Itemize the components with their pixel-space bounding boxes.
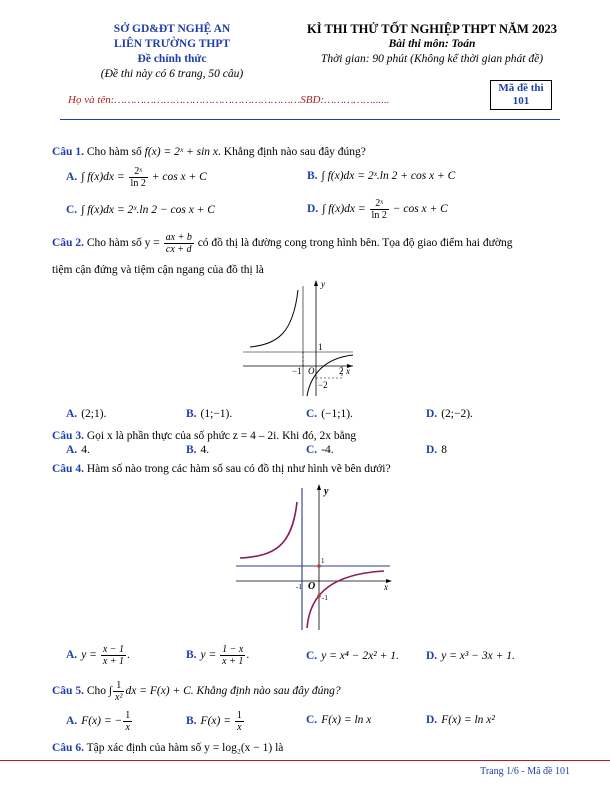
option-c[interactable] — [66, 204, 215, 216]
option-text: . — [246, 649, 250, 662]
option-b[interactable] — [186, 710, 245, 733]
option-text: F(x) = — [200, 715, 234, 728]
option-letter: D. — [426, 714, 438, 726]
option-text: + cos x + C — [148, 171, 207, 184]
official-label: Đề chính thức — [137, 53, 207, 65]
question-1 — [52, 144, 572, 160]
option-a[interactable] — [66, 408, 106, 420]
option-a[interactable] — [66, 166, 207, 189]
option-text: 4. — [81, 444, 90, 456]
question-3-options — [66, 444, 566, 460]
school-name: LIÊN TRƯỜNG THPT — [113, 38, 231, 50]
y-axis-arrow — [314, 280, 318, 286]
question-text: Hàm số nào trong các hàm số sau có đồ thị như hình vẽ bên dưới? — [86, 463, 391, 475]
option-text: ∫ f(x)dx = — [81, 171, 128, 184]
frac-den: ln 2 — [130, 178, 146, 189]
question-2 — [52, 232, 572, 255]
option-c[interactable] — [306, 444, 334, 456]
tick-label: −1 — [292, 366, 302, 376]
frac-den: x — [237, 722, 242, 733]
exam-code-value: 101 — [512, 95, 530, 107]
frac-num: x − 1 — [102, 644, 124, 655]
option-d[interactable] — [426, 444, 447, 456]
option-letter: C. — [306, 444, 318, 456]
question-1-options — [66, 166, 586, 226]
option-letter: A. — [66, 715, 78, 728]
frac-num: 1 — [113, 680, 124, 692]
option-letter: B. — [307, 170, 318, 182]
question-3 — [52, 428, 572, 444]
question-6 — [52, 740, 572, 756]
option-text: y = — [81, 649, 100, 662]
question-text: có đồ thị là đường cong trong hình bên. Tọa độ giao điểm hai đường — [194, 237, 513, 250]
curve-left-branch — [250, 290, 298, 347]
option-letter: C. — [306, 714, 318, 726]
option-letter: A. — [66, 171, 78, 184]
option-text: y = x³ − 3x + 1. — [441, 650, 515, 662]
intercept-point — [317, 594, 321, 598]
question-4-graph — [234, 482, 394, 632]
frac-den: x + 1 — [102, 656, 124, 667]
tick-label: 1 — [318, 342, 323, 352]
option-d[interactable] — [426, 714, 495, 726]
option-c[interactable] — [306, 714, 371, 726]
option-text: y = — [200, 649, 220, 662]
question-2-options — [66, 408, 566, 424]
curve-right-branch — [307, 571, 384, 628]
time-limit: Thời gian: 90 phút (Không kể thời gian phát đề) — [320, 53, 544, 65]
name-line: Họ và tên:…………………………………………………SBD:……………...... — [68, 94, 390, 106]
tick-label: -1 — [322, 594, 328, 602]
option-text: F(x) = ln x — [321, 714, 372, 726]
frac-den: x + 1 — [222, 656, 244, 667]
option-letter: A. — [66, 649, 78, 662]
option-b[interactable] — [186, 444, 209, 456]
question-label: Câu 6. — [52, 742, 84, 754]
exam-title: KÌ THI THỬ TỐT NGHIỆP THPT NĂM 2023 — [307, 22, 557, 36]
option-d[interactable] — [426, 408, 473, 420]
question-label: Câu 5. — [52, 685, 84, 698]
option-d[interactable] — [426, 650, 515, 662]
question-2-graph — [238, 278, 358, 398]
origin-label: O — [308, 581, 316, 592]
option-letter: C. — [306, 408, 318, 420]
option-a[interactable] — [66, 444, 90, 456]
frac-den: cx + d — [165, 244, 192, 255]
option-letter: A. — [66, 444, 78, 456]
option-letter: B. — [186, 649, 197, 662]
header-divider — [60, 119, 560, 120]
option-letter: C. — [306, 650, 318, 662]
origin-label: O — [308, 366, 315, 376]
frac-num: 1 — [236, 710, 242, 721]
x-label: x — [384, 582, 388, 592]
option-letter: B. — [186, 444, 197, 456]
question-label: Câu 1. — [52, 146, 84, 158]
exam-code-label: Mã đề thi — [498, 82, 544, 94]
y-axis-arrow — [317, 484, 321, 490]
subject: Bài thi môn: Toán — [388, 38, 476, 50]
option-b[interactable] — [186, 408, 232, 420]
frac-den: x — [125, 722, 130, 733]
curve-left-branch — [240, 502, 297, 558]
tick-label: −2 — [318, 380, 328, 390]
header-left — [72, 22, 272, 82]
exam-code-box — [490, 80, 552, 110]
page-count: (Đề thi này có 6 trang, 50 câu) — [100, 68, 244, 80]
frac-num: 1 − x — [222, 644, 244, 655]
header-right — [282, 22, 582, 67]
option-letter: D. — [426, 408, 438, 420]
option-text: (2;−2). — [441, 408, 473, 420]
option-text: . — [127, 649, 130, 662]
option-text: ∫ f(x)dx = 2ˣ.ln 2 − cos x + C — [81, 204, 215, 216]
y-label: y — [321, 279, 325, 289]
question-text: Gọi x là phần thực của số phức z = 4 – 2i. Khi đó, 2x bằng — [86, 430, 357, 442]
frac-num: 2ˣ — [370, 198, 389, 210]
frac-num: ax + b — [165, 232, 192, 243]
org-name: SỞ GD&ĐT NGHỆ AN — [113, 23, 231, 35]
frac-den: ln 2 — [371, 210, 387, 221]
option-letter: B. — [186, 715, 197, 728]
option-letter: D. — [426, 650, 438, 662]
option-text: ∫ f(x)dx = 2ˣ.ln 2 + cos x + C — [321, 170, 456, 182]
question-4 — [52, 461, 572, 477]
question-text: Cho ∫ — [86, 685, 113, 698]
option-b[interactable] — [307, 170, 455, 182]
question-2-line2: tiệm cận đứng và tiệm cận ngang của đồ thị là — [52, 264, 264, 276]
option-text: F(x) = ln x² — [441, 714, 495, 726]
option-text: 4. — [200, 444, 210, 456]
option-letter: B. — [186, 408, 197, 420]
option-text: − cos x + C — [389, 203, 448, 216]
option-letter: A. — [66, 408, 78, 420]
option-text: (2;1). — [81, 408, 107, 420]
option-letter: D. — [426, 444, 438, 456]
question-text: Tập xác định của hàm số y = log₂(x − 1) là — [86, 742, 284, 754]
frac-num: 2ˣ — [129, 166, 148, 178]
option-d[interactable] — [307, 198, 448, 221]
y-label: y — [324, 486, 329, 497]
tick-label: -1 — [296, 583, 302, 591]
question-text: Cho hàm số — [86, 146, 145, 158]
option-text: ∫ f(x)dx = — [322, 203, 369, 216]
footer-divider — [0, 760, 610, 761]
question-text: . Khẳng định nào sau đây đúng? — [218, 146, 366, 158]
question-4-options — [66, 644, 566, 672]
option-text: -4. — [321, 444, 334, 456]
tick-label: 1 — [321, 557, 325, 565]
frac-num: 1 — [125, 710, 131, 721]
option-c[interactable] — [306, 408, 353, 420]
question-5 — [52, 680, 572, 703]
question-label: Câu 4. — [52, 463, 84, 475]
option-letter: D. — [307, 203, 319, 216]
option-a[interactable] — [66, 644, 130, 667]
question-5-options — [66, 710, 566, 736]
option-text: 8 — [441, 444, 447, 456]
option-b[interactable] — [186, 644, 249, 667]
option-c[interactable] — [306, 650, 399, 662]
question-label: Câu 2. — [52, 237, 84, 250]
option-letter: C. — [66, 204, 78, 216]
tick-label: 2 — [339, 366, 344, 376]
question-text: dx = F(x) + C. Khẳng định nào sau đây đúng? — [125, 685, 341, 698]
page-footer: Trang 1/6 - Mã đề 101 — [480, 766, 570, 777]
question-text: Cho hàm số y = — [86, 237, 163, 250]
question-formula: f(x) = 2ˣ + sin x — [144, 146, 219, 158]
frac-den: x² — [115, 692, 123, 703]
question-label: Câu 3. — [52, 430, 84, 442]
option-text: (−1;1). — [321, 408, 353, 420]
option-text: F(x) = − — [81, 715, 123, 728]
option-text: (1;−1). — [200, 408, 233, 420]
x-label: x — [346, 366, 350, 376]
option-text: y = x⁴ − 2x² + 1. — [321, 650, 399, 662]
option-a[interactable] — [66, 710, 133, 733]
